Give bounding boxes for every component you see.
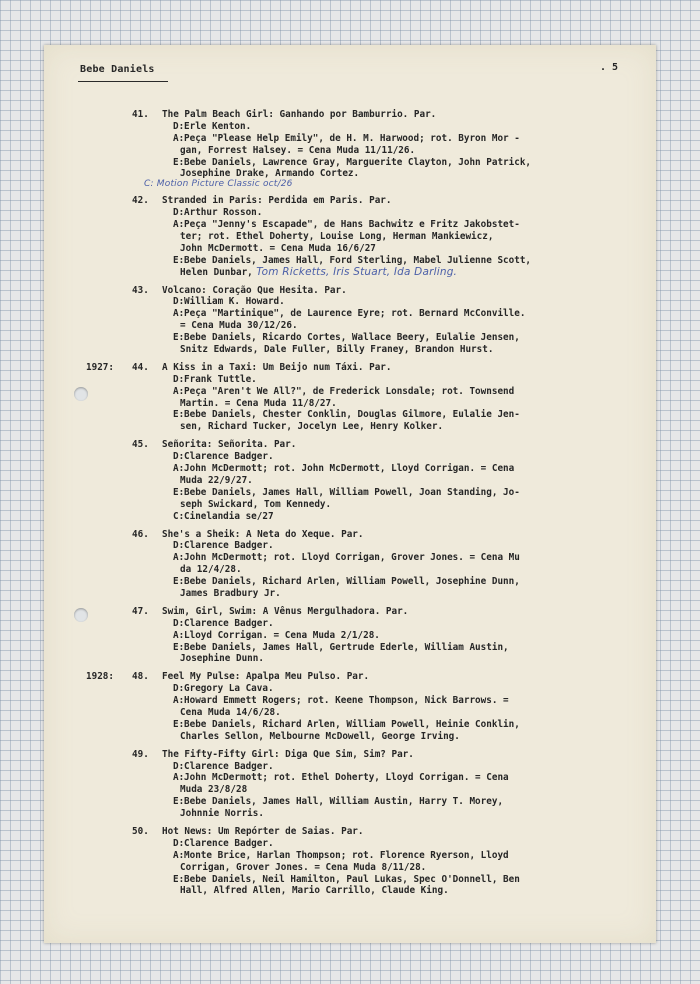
film-detail-line — [44, 552, 656, 564]
line-text: Volcano: Coração Que Hesita. Par. — [162, 284, 347, 296]
line-text: Clarence Badger. — [184, 451, 274, 463]
film-entry — [44, 439, 656, 522]
film-detail-line — [44, 719, 656, 731]
entry-number: 48. — [132, 671, 149, 683]
field-prefix: A: — [173, 772, 185, 784]
line-text: Monte Brice, Harlan Thompson; rot. Florence Ryerson, Lloyd — [184, 849, 509, 861]
film-title-line — [44, 195, 656, 207]
film-detail-line — [44, 683, 656, 695]
line-text: Peça "Please Help Emily", de H. M. Harwood; rot. Byron Mor - — [184, 132, 520, 144]
field-prefix: A: — [173, 219, 185, 231]
field-prefix: E: — [173, 254, 185, 266]
film-detail-line — [44, 588, 656, 600]
film-detail-line — [44, 838, 656, 850]
line-text: Bebe Daniels, James Hall, Gertrude Ederle, William Austin, — [184, 641, 509, 653]
film-detail-line — [44, 344, 656, 356]
film-detail-line — [44, 784, 656, 796]
film-detail-line — [44, 653, 656, 665]
line-text: Erle Kenton. — [184, 120, 252, 132]
line-text: da 12/4/28. — [180, 564, 242, 576]
film-detail-line — [44, 243, 656, 255]
field-prefix: A: — [173, 308, 185, 320]
field-prefix: A: — [173, 849, 185, 861]
film-detail-line — [44, 885, 656, 897]
film-title-line — [44, 109, 656, 121]
film-detail-line — [44, 231, 656, 243]
field-prefix: E: — [173, 576, 185, 588]
line-text: Frank Tuttle. — [184, 373, 257, 385]
film-entry — [44, 109, 656, 189]
line-text: Peça "Aren't We All?", de Frederick Lonsdale; rot. Townsend — [184, 385, 515, 397]
entry-number: 42. — [132, 195, 149, 207]
film-title-line — [44, 826, 656, 838]
film-detail-line — [44, 618, 656, 630]
line-text: Martin. = Cena Muda 11/8/27. — [180, 397, 337, 409]
film-detail-line — [44, 320, 656, 332]
line-text: Swim, Girl, Swim: A Vênus Mergulhadora. Par. — [162, 605, 409, 617]
field-prefix: E: — [173, 156, 185, 168]
film-title-line — [44, 671, 656, 683]
film-detail-line — [44, 772, 656, 784]
line-text: Clarence Badger. — [184, 540, 274, 552]
header-underline — [78, 81, 168, 82]
film-entry — [44, 362, 656, 433]
year-label: 1927: — [86, 361, 114, 373]
film-detail-line — [44, 332, 656, 344]
film-detail-line — [44, 398, 656, 410]
film-detail-line — [44, 540, 656, 552]
line-text: John McDermott; rot. John McDermott, Lloyd Corrigan. = Cena — [184, 463, 515, 475]
line-text: Josephine Drake, Armando Cortez. — [180, 168, 360, 180]
film-detail-line — [44, 296, 656, 308]
field-prefix: A: — [173, 695, 185, 707]
film-detail-line — [44, 630, 656, 642]
line-text: Bebe Daniels, Chester Conklin, Douglas Gilmore, Eulalie Jen- — [184, 409, 520, 421]
entry-number: 46. — [132, 528, 149, 540]
field-prefix: E: — [173, 873, 185, 885]
film-detail-line — [44, 642, 656, 654]
line-text: Hot News: Um Repórter de Saias. Par. — [162, 825, 364, 837]
film-detail-line — [44, 121, 656, 133]
film-detail-line — [44, 267, 656, 279]
entry-number: 43. — [132, 284, 149, 296]
film-title-line — [44, 285, 656, 297]
line-text: Snitz Edwards, Dale Fuller, Billy Franey, Brandon Hurst. — [180, 344, 494, 356]
line-text: The Palm Beach Girl: Ganhando por Bamburrio. Par. — [162, 109, 437, 120]
film-detail-line — [44, 499, 656, 511]
line-text: John McDermott. = Cena Muda 16/6/27 — [180, 242, 376, 254]
film-detail-line — [44, 850, 656, 862]
line-text: Clarence Badger. — [184, 617, 274, 629]
field-prefix: A: — [173, 629, 185, 641]
film-detail-line — [44, 145, 656, 157]
field-prefix: E: — [173, 409, 185, 421]
film-detail-line — [44, 157, 656, 169]
field-prefix: D: — [173, 683, 185, 695]
line-text: Arthur Rosson. — [184, 207, 263, 219]
line-text: Johnnie Norris. — [180, 808, 264, 820]
film-detail-line — [44, 731, 656, 743]
line-text: Peça "Jenny's Escapade", de Hans Bachwitz e Fritz Jakobstet- — [184, 219, 520, 231]
line-text: Bebe Daniels, Lawrence Gray, Marguerite Clayton, John Patrick, — [184, 156, 532, 168]
line-text: Cena Muda 14/6/28. — [180, 706, 281, 718]
film-entry — [44, 195, 656, 278]
film-detail-line — [44, 168, 656, 180]
line-text: Muda 22/9/27. — [180, 474, 253, 486]
field-prefix: A: — [173, 385, 185, 397]
line-text: Cinelandia se/27 — [184, 510, 274, 522]
entry-number: 44. — [132, 361, 149, 373]
film-detail-line — [44, 796, 656, 808]
film-title-line — [44, 749, 656, 761]
field-prefix: A: — [173, 132, 185, 144]
film-detail-line — [44, 219, 656, 231]
line-text: Feel My Pulse: Apalpa Meu Pulso. Par. — [162, 671, 370, 683]
field-prefix: A: — [173, 552, 185, 564]
line-text: Helen Dunbar, — [180, 266, 253, 278]
line-text: A Kiss in a Taxi: Um Beijo num Táxi. Par. — [162, 361, 392, 373]
field-prefix: E: — [173, 718, 185, 730]
line-text: Corrigan, Grover Jones. = Cena Muda 8/11/28. — [180, 861, 427, 873]
film-entry — [44, 529, 656, 600]
line-text: William K. Howard. — [184, 296, 285, 308]
line-text: Bebe Daniels, Neil Hamilton, Paul Lukas, Spec O'Donnell, Ben — [184, 873, 520, 885]
field-prefix: D: — [173, 760, 185, 772]
film-detail-line — [44, 707, 656, 719]
field-prefix: D: — [173, 617, 185, 629]
page-header-title: Bebe Daniels — [80, 64, 155, 75]
film-entry — [44, 671, 656, 742]
field-prefix: E: — [173, 332, 185, 344]
line-text: Bebe Daniels, James Hall, Ford Sterling, Mabel Julienne Scott, — [184, 254, 532, 266]
field-prefix: E: — [173, 641, 185, 653]
handwritten-note: Tom Ricketts, Iris Stuart, Ida Darling. — [252, 265, 458, 278]
line-text: Bebe Daniels, Richard Arlen, William Powell, Heinie Conklin, — [184, 718, 520, 730]
filmography-entries — [44, 109, 656, 897]
film-detail-line — [44, 451, 656, 463]
line-text: John McDermott; rot. Lloyd Corrigan, Grover Jones. = Cena Mu — [184, 552, 520, 564]
film-detail-line — [44, 374, 656, 386]
entry-number: 50. — [132, 825, 149, 837]
line-text: gan, Forrest Halsey. = Cena Muda 11/11/26. — [180, 144, 416, 156]
line-text: Bebe Daniels, Ricardo Cortes, Wallace Beery, Eulalie Jensen, — [184, 332, 520, 344]
field-prefix: D: — [173, 837, 185, 849]
handwritten-note-line — [44, 180, 656, 189]
line-text: Howard Emmett Rogers; rot. Keene Thompson, Nick Barrows. = — [184, 695, 509, 707]
line-text: Clarence Badger. — [184, 760, 274, 772]
film-detail-line — [44, 511, 656, 523]
film-detail-line — [44, 207, 656, 219]
field-prefix: A: — [173, 463, 185, 475]
line-text: Charles Sellon, Melbourne McDowell, George Irving. — [180, 730, 460, 742]
film-entry — [44, 826, 656, 897]
field-prefix: C: — [173, 510, 185, 522]
line-text: Josephine Dunn. — [180, 653, 264, 665]
line-text: sen, Richard Tucker, Jocelyn Lee, Henry Kolker. — [180, 421, 444, 433]
line-text: Stranded in Paris: Perdida em Paris. Par. — [162, 195, 392, 207]
line-text: Gregory La Cava. — [184, 683, 274, 695]
line-text: She's a Sheik: A Neta do Xeque. Par. — [162, 528, 364, 540]
film-detail-line — [44, 564, 656, 576]
film-detail-line — [44, 862, 656, 874]
line-text: seph Swickard, Tom Kennedy. — [180, 498, 332, 510]
line-text: Lloyd Corrigan. = Cena Muda 2/1/28. — [184, 629, 380, 641]
field-prefix: D: — [173, 296, 185, 308]
line-text: = Cena Muda 30/12/26. — [180, 320, 298, 332]
film-detail-line — [44, 576, 656, 588]
field-prefix: D: — [173, 373, 185, 385]
film-detail-line — [44, 475, 656, 487]
film-entry — [44, 285, 656, 356]
entry-number: 41. — [132, 109, 149, 120]
film-detail-line — [44, 761, 656, 773]
line-text: James Bradbury Jr. — [180, 587, 281, 599]
film-detail-line — [44, 695, 656, 707]
year-label: 1928: — [86, 671, 114, 683]
line-text: Peça "Martinique", de Laurence Eyre; rot. Bernard McConville. — [184, 308, 526, 320]
line-text: Hall, Alfred Allen, Mario Carrillo, Claude King. — [180, 885, 449, 897]
line-text: John McDermott; rot. Ethel Doherty, Lloyd Corrigan. = Cena — [184, 772, 509, 784]
film-title-line — [44, 439, 656, 451]
line-text: ter; rot. Ethel Doherty, Louise Long, Herman Mankiewicz, — [180, 231, 494, 243]
line-text: Bebe Daniels, James Hall, William Powell, Joan Standing, Jo- — [184, 486, 520, 498]
entry-number: 47. — [132, 605, 149, 617]
entry-number: 45. — [132, 439, 149, 451]
field-prefix: D: — [173, 540, 185, 552]
film-entry — [44, 749, 656, 820]
film-detail-line — [44, 133, 656, 145]
line-text: Clarence Badger. — [184, 837, 274, 849]
film-detail-line — [44, 463, 656, 475]
handwritten-note: C: Motion Picture Classic oct/26 — [144, 179, 293, 190]
film-detail-line — [44, 487, 656, 499]
film-title-line — [44, 606, 656, 618]
film-detail-line — [44, 409, 656, 421]
page-number: . 5 — [599, 62, 618, 73]
film-title-line — [44, 362, 656, 374]
line-text: The Fifty-Fifty Girl: Diga Que Sim, Sim? Par. — [162, 748, 414, 760]
field-prefix: E: — [173, 486, 185, 498]
field-prefix: D: — [173, 120, 185, 132]
line-text: Muda 23/8/28 — [180, 784, 248, 796]
line-text: Señorita: Señorita. Par. — [162, 439, 297, 451]
field-prefix: D: — [173, 207, 185, 219]
line-text: Bebe Daniels, Richard Arlen, William Powell, Josephine Dunn, — [184, 576, 520, 588]
film-entry — [44, 606, 656, 665]
field-prefix: E: — [173, 796, 185, 808]
film-title-line — [44, 529, 656, 541]
film-detail-line — [44, 874, 656, 886]
entry-number: 49. — [132, 748, 149, 760]
field-prefix: D: — [173, 451, 185, 463]
film-detail-line — [44, 308, 656, 320]
film-detail-line — [44, 386, 656, 398]
line-text: Bebe Daniels, James Hall, William Austin, Harry T. Morey, — [184, 796, 504, 808]
film-detail-line — [44, 808, 656, 820]
film-detail-line — [44, 421, 656, 433]
typed-page — [44, 45, 656, 943]
